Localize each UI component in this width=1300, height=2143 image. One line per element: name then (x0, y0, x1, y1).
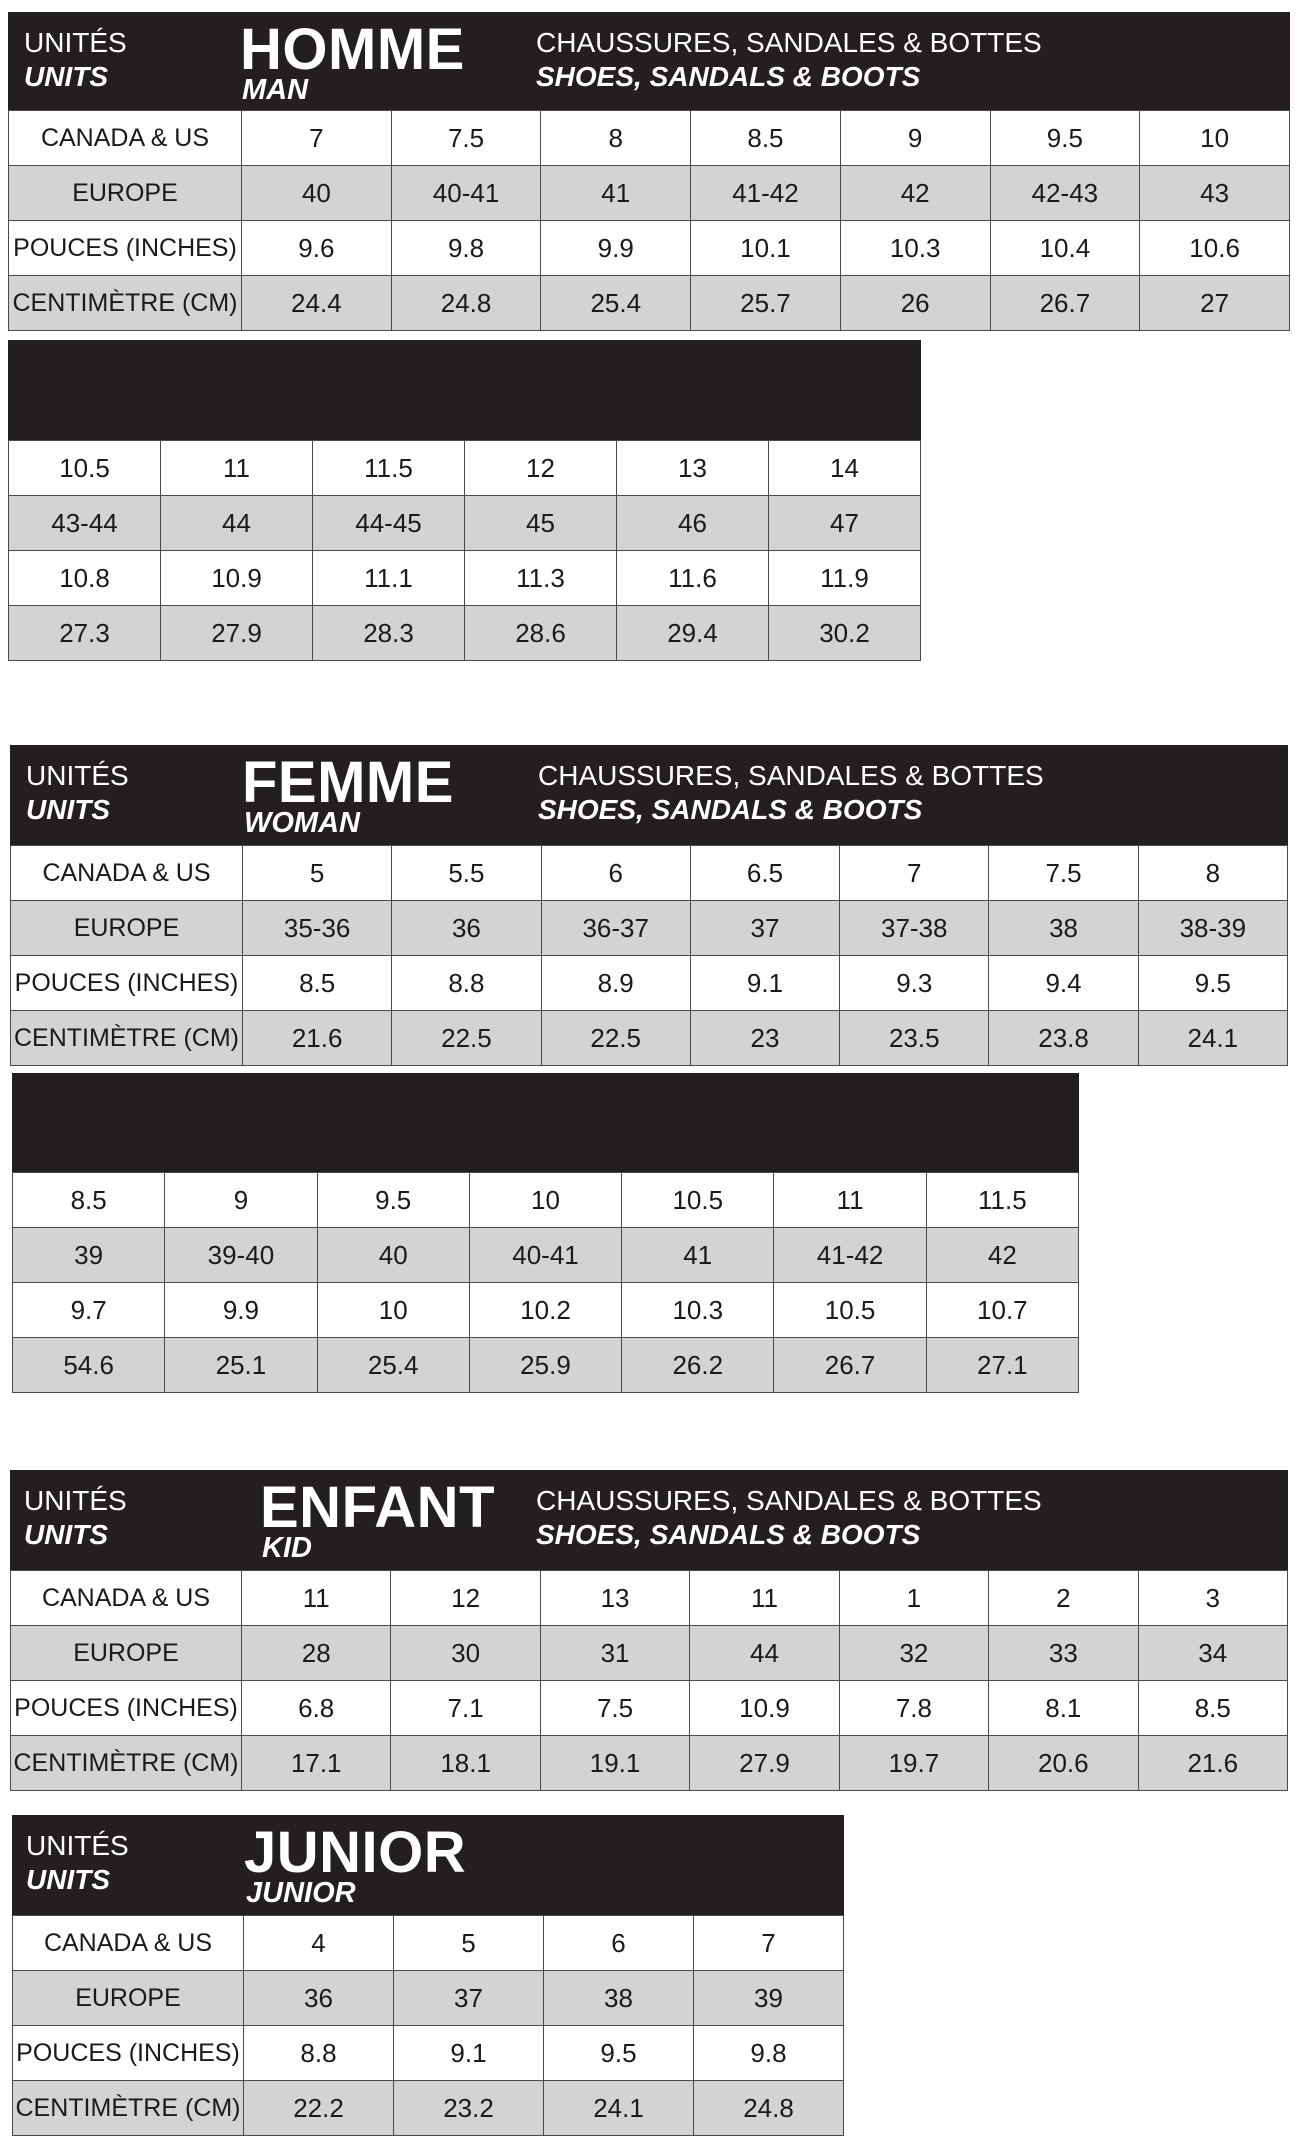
desc-en: SHOES, SANDALS & BOOTS (536, 61, 921, 92)
size-cell: 29.4 (617, 606, 769, 661)
table-row (9, 111, 1290, 166)
size-cell: 10.4 (990, 221, 1140, 276)
size-cell: 10.8 (9, 551, 161, 606)
size-cell: 24.8 (694, 2081, 844, 2136)
homme-units-label (24, 26, 127, 94)
size-cell: 24.8 (391, 276, 541, 331)
row-label-cm: CENTIMÈTRE (CM) (13, 2081, 244, 2136)
table-row (9, 276, 1290, 331)
size-cell: 8.9 (541, 956, 690, 1011)
size-cell: 9.9 (541, 221, 691, 276)
table-row (13, 1228, 1079, 1283)
row-label-canada-us: CANADA & US (11, 1571, 242, 1626)
size-cell: 37 (690, 901, 839, 956)
size-cell: 8.5 (1138, 1681, 1287, 1736)
femme-size-table-1 (10, 845, 1288, 1066)
size-cell: 9.8 (391, 221, 541, 276)
size-cell: 11.3 (465, 551, 617, 606)
junior-subtitle: JUNIOR (246, 1877, 356, 1909)
size-cell: 18.1 (391, 1736, 540, 1791)
size-cell: 11.5 (313, 441, 465, 496)
size-cell: 1 (839, 1571, 988, 1626)
units-fr: UNITÉS (26, 1830, 129, 1861)
size-cell: 24.1 (544, 2081, 694, 2136)
size-cell: 8.5 (13, 1173, 165, 1228)
size-cell: 8.8 (244, 2026, 394, 2081)
size-cell: 25.4 (541, 276, 691, 331)
size-cell: 12 (465, 441, 617, 496)
size-cell: 40 (242, 166, 392, 221)
units-en: UNITS (26, 794, 110, 825)
size-cell: 28 (242, 1626, 391, 1681)
size-cell: 7.1 (391, 1681, 540, 1736)
size-cell: 32 (839, 1626, 988, 1681)
size-cell: 8.8 (392, 956, 541, 1011)
table-row (9, 441, 921, 496)
size-cell: 46 (617, 496, 769, 551)
row-label-canada-us: CANADA & US (11, 846, 243, 901)
size-cell: 9.5 (1138, 956, 1287, 1011)
size-cell: 47 (769, 496, 921, 551)
junior-units-label (26, 1829, 129, 1897)
size-cell: 17.1 (242, 1736, 391, 1791)
homme-header-continued (8, 340, 921, 440)
table-row (13, 2081, 844, 2136)
size-cell: 39-40 (165, 1228, 317, 1283)
size-cell: 13 (617, 441, 769, 496)
size-cell: 25.1 (165, 1338, 317, 1393)
size-cell: 40 (317, 1228, 469, 1283)
size-cell: 35-36 (243, 901, 392, 956)
row-label-cm: CENTIMÈTRE (CM) (9, 276, 242, 331)
table-row (11, 1571, 1288, 1626)
femme-subtitle: WOMAN (244, 807, 360, 839)
size-cell: 10 (1140, 111, 1290, 166)
size-cell: 23.5 (840, 1011, 989, 1066)
table-row (9, 166, 1290, 221)
row-label-europe: EUROPE (13, 1971, 244, 2026)
size-cell: 11 (161, 441, 313, 496)
size-cell: 10.9 (161, 551, 313, 606)
table-row (13, 2026, 844, 2081)
table-row (11, 1011, 1288, 1066)
table-row (13, 1338, 1079, 1393)
size-cell: 10.9 (690, 1681, 839, 1736)
size-cell: 43 (1140, 166, 1290, 221)
size-cell: 26.7 (774, 1338, 926, 1393)
junior-header (12, 1815, 844, 1915)
row-label-canada-us: CANADA & US (9, 111, 242, 166)
row-label-inches: POUCES (INCHES) (11, 956, 243, 1011)
table-row (11, 1736, 1288, 1791)
size-cell: 44-45 (313, 496, 465, 551)
size-cell: 20.6 (989, 1736, 1138, 1791)
size-cell: 9.5 (544, 2026, 694, 2081)
table-row (13, 1916, 844, 1971)
size-cell: 8.5 (691, 111, 841, 166)
row-label-cm: CENTIMÈTRE (CM) (11, 1736, 242, 1791)
table-row (11, 1681, 1288, 1736)
size-cell: 45 (465, 496, 617, 551)
size-cell: 25.7 (691, 276, 841, 331)
size-cell: 37 (394, 1971, 544, 2026)
size-cell: 37-38 (840, 901, 989, 956)
femme-header-continued (12, 1073, 1079, 1172)
enfant-size-table (10, 1570, 1288, 1791)
table-row (11, 901, 1288, 956)
size-cell: 11.1 (313, 551, 465, 606)
femme-units-label (26, 759, 129, 827)
size-cell: 41-42 (774, 1228, 926, 1283)
size-cell: 9.7 (13, 1283, 165, 1338)
size-cell: 9.3 (840, 956, 989, 1011)
size-cell: 34 (1138, 1626, 1287, 1681)
size-cell: 11.5 (926, 1173, 1078, 1228)
size-cell: 41 (541, 166, 691, 221)
size-cell: 5 (243, 846, 392, 901)
size-cell: 38 (989, 901, 1138, 956)
size-cell: 9.5 (317, 1173, 469, 1228)
size-cell: 14 (769, 441, 921, 496)
size-cell: 10.2 (469, 1283, 621, 1338)
table-row (13, 1173, 1079, 1228)
size-cell: 38-39 (1138, 901, 1287, 956)
size-cell: 9.4 (989, 956, 1138, 1011)
size-cell: 28.6 (465, 606, 617, 661)
size-cell: 38 (544, 1971, 694, 2026)
size-cell: 44 (690, 1626, 839, 1681)
row-label-inches: POUCES (INCHES) (13, 2026, 244, 2081)
size-cell: 5.5 (392, 846, 541, 901)
homme-header (8, 12, 1290, 110)
size-cell: 41-42 (691, 166, 841, 221)
size-cell: 23.8 (989, 1011, 1138, 1066)
size-cell: 10.3 (622, 1283, 774, 1338)
size-cell: 11 (774, 1173, 926, 1228)
size-cell: 27.1 (926, 1338, 1078, 1393)
size-cell: 11.6 (617, 551, 769, 606)
table-row (9, 606, 921, 661)
size-cell: 7 (694, 1916, 844, 1971)
femme-size-table-2 (12, 1172, 1079, 1393)
size-cell: 10.1 (691, 221, 841, 276)
size-cell: 3 (1138, 1571, 1287, 1626)
size-cell: 10 (317, 1283, 469, 1338)
homme-size-table-1 (8, 110, 1290, 331)
size-cell: 24.1 (1138, 1011, 1287, 1066)
size-cell: 9.5 (990, 111, 1140, 166)
size-cell: 11 (690, 1571, 839, 1626)
homme-title: HOMME (240, 17, 465, 82)
size-cell: 7 (242, 111, 392, 166)
size-cell: 11.9 (769, 551, 921, 606)
size-cell: 8.5 (243, 956, 392, 1011)
homme-description (536, 26, 1042, 94)
desc-en: SHOES, SANDALS & BOOTS (536, 1519, 921, 1550)
table-row (11, 846, 1288, 901)
size-cell: 41 (622, 1228, 774, 1283)
size-cell: 31 (540, 1626, 689, 1681)
junior-size-table (12, 1915, 844, 2136)
row-label-europe: EUROPE (9, 166, 242, 221)
size-cell: 10.7 (926, 1283, 1078, 1338)
enfant-header (10, 1470, 1288, 1570)
size-cell: 9.9 (165, 1283, 317, 1338)
size-cell: 8.1 (989, 1681, 1138, 1736)
size-cell: 22.5 (392, 1011, 541, 1066)
size-cell: 9.1 (394, 2026, 544, 2081)
size-cell: 42 (840, 166, 990, 221)
size-cell: 7 (840, 846, 989, 901)
size-cell: 10.6 (1140, 221, 1290, 276)
femme-header (10, 745, 1288, 845)
table-row (13, 1283, 1079, 1338)
homme-subtitle: MAN (242, 74, 309, 106)
size-cell: 54.6 (13, 1338, 165, 1393)
size-cell: 27 (1140, 276, 1290, 331)
size-cell: 21.6 (1138, 1736, 1287, 1791)
size-cell: 40-41 (391, 166, 541, 221)
size-cell: 39 (694, 1971, 844, 2026)
size-cell: 36-37 (541, 901, 690, 956)
size-cell: 36 (244, 1971, 394, 2026)
desc-fr: CHAUSSURES, SANDALES & BOTTES (538, 760, 1044, 791)
units-fr: UNITÉS (24, 1485, 127, 1516)
size-cell: 22.2 (244, 2081, 394, 2136)
size-cell: 5 (394, 1916, 544, 1971)
row-label-inches: POUCES (INCHES) (11, 1681, 242, 1736)
size-cell: 42-43 (990, 166, 1140, 221)
enfant-description (536, 1484, 1042, 1552)
size-cell: 23.2 (394, 2081, 544, 2136)
size-cell: 10.3 (840, 221, 990, 276)
size-cell: 26.2 (622, 1338, 774, 1393)
size-cell: 6.5 (690, 846, 839, 901)
size-cell: 40-41 (469, 1228, 621, 1283)
desc-fr: CHAUSSURES, SANDALES & BOTTES (536, 1485, 1042, 1516)
size-cell: 21.6 (243, 1011, 392, 1066)
table-row (9, 221, 1290, 276)
size-cell: 33 (989, 1626, 1138, 1681)
size-cell: 13 (540, 1571, 689, 1626)
size-cell: 26 (840, 276, 990, 331)
femme-title: FEMME (242, 750, 454, 815)
junior-title: JUNIOR (244, 1820, 467, 1885)
size-cell: 30 (391, 1626, 540, 1681)
size-cell: 36 (392, 901, 541, 956)
size-cell: 10.5 (622, 1173, 774, 1228)
size-cell: 22.5 (541, 1011, 690, 1066)
size-cell: 9.1 (690, 956, 839, 1011)
table-row (13, 1971, 844, 2026)
size-cell: 27.9 (161, 606, 313, 661)
enfant-title: ENFANT (260, 1475, 495, 1540)
table-row (11, 956, 1288, 1011)
size-cell: 44 (161, 496, 313, 551)
row-label-cm: CENTIMÈTRE (CM) (11, 1011, 243, 1066)
size-cell: 30.2 (769, 606, 921, 661)
size-cell: 4 (244, 1916, 394, 1971)
size-cell: 11 (242, 1571, 391, 1626)
size-cell: 27.9 (690, 1736, 839, 1791)
size-cell: 8 (541, 111, 691, 166)
size-cell: 6 (544, 1916, 694, 1971)
table-row (11, 1626, 1288, 1681)
size-cell: 10.5 (9, 441, 161, 496)
row-label-inches: POUCES (INCHES) (9, 221, 242, 276)
size-cell: 6 (541, 846, 690, 901)
size-cell: 2 (989, 1571, 1138, 1626)
size-cell: 28.3 (313, 606, 465, 661)
size-cell: 10 (469, 1173, 621, 1228)
size-cell: 7.5 (989, 846, 1138, 901)
size-cell: 24.4 (242, 276, 392, 331)
table-row (9, 496, 921, 551)
size-cell: 9 (840, 111, 990, 166)
enfant-units-label (24, 1484, 127, 1552)
size-cell: 19.1 (540, 1736, 689, 1791)
units-fr: UNITÉS (26, 760, 129, 791)
size-cell: 42 (926, 1228, 1078, 1283)
size-cell: 25.4 (317, 1338, 469, 1393)
size-cell: 7.5 (540, 1681, 689, 1736)
size-cell: 9 (165, 1173, 317, 1228)
row-label-canada-us: CANADA & US (13, 1916, 244, 1971)
size-cell: 6.8 (242, 1681, 391, 1736)
size-cell: 9.6 (242, 221, 392, 276)
size-cell: 27.3 (9, 606, 161, 661)
desc-en: SHOES, SANDALS & BOOTS (538, 794, 923, 825)
row-label-europe: EUROPE (11, 1626, 242, 1681)
size-cell: 7.8 (839, 1681, 988, 1736)
units-en: UNITS (24, 61, 108, 92)
size-cell: 26.7 (990, 276, 1140, 331)
homme-size-table-2 (8, 440, 921, 661)
table-row (9, 551, 921, 606)
femme-description (538, 759, 1044, 827)
size-cell: 43-44 (9, 496, 161, 551)
size-cell: 8 (1138, 846, 1287, 901)
enfant-subtitle: KID (262, 1532, 312, 1564)
size-cell: 39 (13, 1228, 165, 1283)
size-cell: 23 (690, 1011, 839, 1066)
units-en: UNITS (26, 1864, 110, 1895)
row-label-europe: EUROPE (11, 901, 243, 956)
size-cell: 9.8 (694, 2026, 844, 2081)
size-cell: 12 (391, 1571, 540, 1626)
size-cell: 7.5 (391, 111, 541, 166)
size-cell: 25.9 (469, 1338, 621, 1393)
size-cell: 10.5 (774, 1283, 926, 1338)
size-cell: 19.7 (839, 1736, 988, 1791)
desc-fr: CHAUSSURES, SANDALES & BOTTES (536, 27, 1042, 58)
units-en: UNITS (24, 1519, 108, 1550)
units-fr: UNITÉS (24, 27, 127, 58)
